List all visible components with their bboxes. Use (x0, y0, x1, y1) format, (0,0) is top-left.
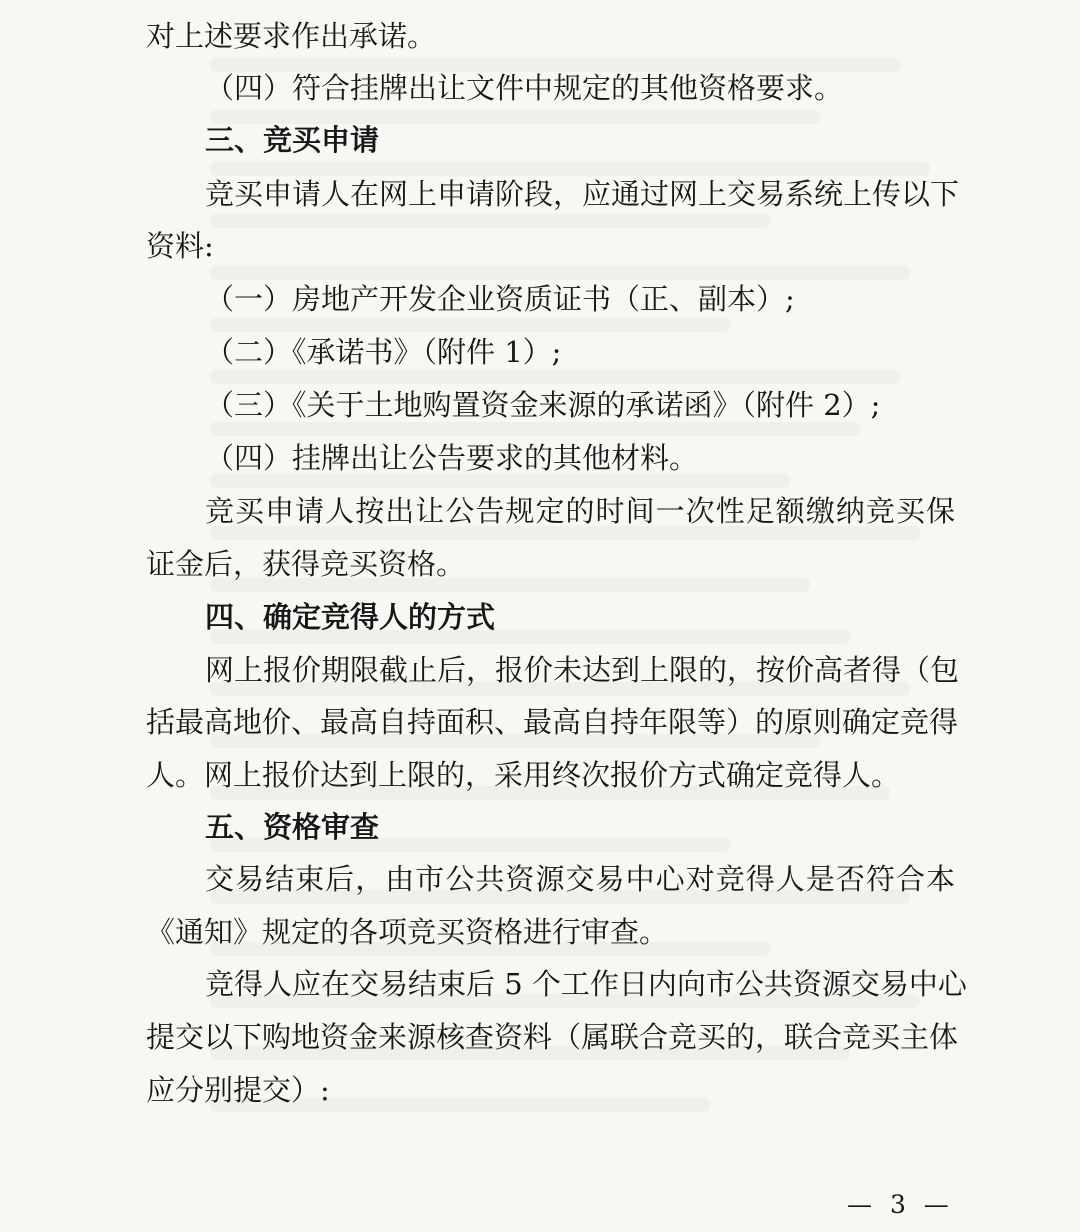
section-heading-3: 三、竞买申请 (205, 123, 380, 157)
line-9: （四）挂牌出让公告要求的其他材料。 (205, 441, 699, 475)
line-15: 人。网上报价达到上限的，采用终次报价方式确定竞得人。 (146, 758, 901, 792)
line-19: 竞得人应在交易结束后 5 个工作日内向市公共资源交易中心 (205, 967, 967, 1001)
line-7: （二）《承诺书》（附件 1）; (205, 335, 562, 369)
line-13: 网上报价期限截止后，报价未达到上限的，按价高者得（包 (205, 653, 960, 687)
line-18: 《通知》规定的各项竞买资格进行审查。 (146, 915, 669, 949)
line-14: 括最高地价、最高自持面积、最高自持年限等）的原则确定竞得 (146, 705, 959, 739)
page-number: — 3 — (847, 1190, 954, 1219)
line-21: 应分别提交）: (146, 1073, 330, 1107)
line-17: 交易结束后，由市公共资源交易中心对竞得人是否符合本 (205, 862, 955, 896)
line-8: （三）《关于土地购置资金来源的承诺函》（附件 2）; (205, 388, 881, 422)
line-5: 资料: (146, 229, 214, 263)
line-10: 竞买申请人按出让公告规定的时间一次性足额缴纳竞买保 (205, 494, 955, 528)
section-heading-4: 四、确定竞得人的方式 (205, 600, 496, 634)
section-heading-5: 五、资格审查 (205, 810, 380, 844)
line-20: 提交以下购地资金来源核查资料（属联合竞买的，联合竞买主体 (146, 1020, 959, 1054)
line-1: 对上述要求作出承诺。 (146, 19, 437, 53)
line-2: （四）符合挂牌出让文件中规定的其他资格要求。 (205, 71, 844, 105)
line-11: 证金后，获得竞买资格。 (146, 547, 466, 581)
line-4: 竞买申请人在网上申请阶段，应通过网上交易系统上传以下 (205, 177, 960, 211)
line-6: （一）房地产开发企业资质证书（正、副本）; (205, 282, 795, 316)
